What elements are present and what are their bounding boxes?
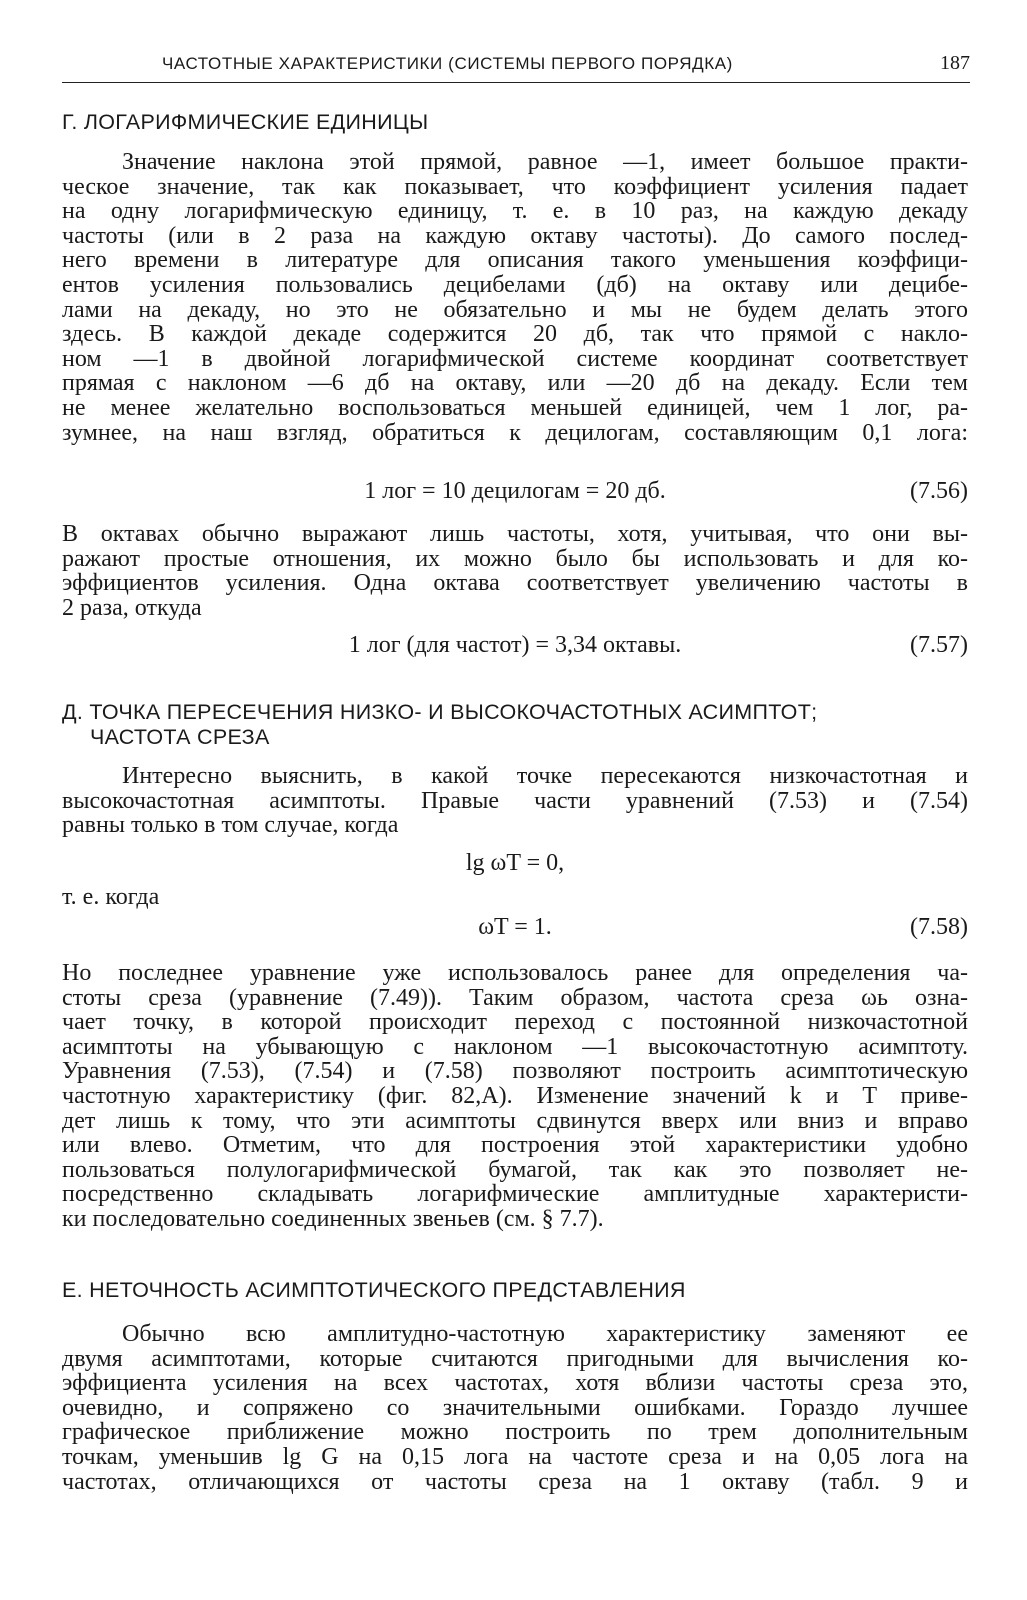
text-line: пользоваться полулогарифмической бумагой, так как это позволяет не- xyxy=(62,1157,968,1183)
text-line: Интересно выяснить, в какой точке пересекаются низкочастотная и xyxy=(122,764,968,789)
text-line: не менее желательно воспользоваться меньшей единицей, чем 1 лог, ра- xyxy=(62,395,968,421)
text-line: графическое приближение можно построить по трем дополнительным xyxy=(62,1420,968,1445)
paragraph-asymptotic-inaccuracy xyxy=(62,1322,968,1494)
text-line: здесь. В каждой декаде содержится 20 дб, так что прямой с накло- xyxy=(62,322,968,347)
page-number: 187 xyxy=(940,52,970,74)
equation-lg-omega-t xyxy=(62,850,968,880)
equation-7-58 xyxy=(62,914,968,944)
text-line: ражают простые отношения, их можно было бы использовать и для ко- xyxy=(62,546,968,572)
text-line: или влево. Отметим, что для построения этой характеристики удобно xyxy=(62,1133,968,1158)
equation-number: (7.58) xyxy=(910,914,968,940)
equation-body: ωT = 1. xyxy=(478,914,552,940)
equation-7-57 xyxy=(62,632,968,662)
equation-number: (7.56) xyxy=(910,478,968,504)
section-heading-d-line1: Д. ТОЧКА ПЕРЕСЕЧЕНИЯ НИЗКО- И ВЫСОКОЧАСТОТНЫХ АСИМПТОТ; xyxy=(62,700,818,724)
text-line: ки последовательно соединенных звеньев (см. § 7.7). xyxy=(62,1206,604,1232)
running-header xyxy=(62,52,970,83)
te-kogda-line xyxy=(62,884,968,914)
paragraph-asymptote-intersection xyxy=(62,764,968,838)
text-line: на одну логарифмическую единицу, т. е. в 10 раз, на каждую декаду xyxy=(62,199,968,224)
section-heading-e: Е. НЕТОЧНОСТЬ АСИМПТОТИЧЕСКОГО ПРЕДСТАВЛЕНИЯ xyxy=(62,1278,686,1302)
running-title: ЧАСТОТНЫЕ ХАРАКТЕРИСТИКИ (СИСТЕМЫ ПЕРВОГО ПОРЯДКА) xyxy=(162,54,733,73)
paragraph-octaves xyxy=(62,522,968,620)
equation-body: 1 лог (для частот) = 3,34 октавы. xyxy=(348,632,682,658)
text-line: стоты среза (уравнение (7.49)). Таким образом, частота среза ωь озна- xyxy=(62,985,968,1011)
text-line: частоты (или в 2 раза на каждую октаву частоты). До самого послед- xyxy=(62,223,968,249)
equation-body: lg ωT = 0, xyxy=(465,850,565,876)
text-line: высокочастотная асимптоты. Правые части уравнений (7.53) и (7.54) xyxy=(62,788,968,814)
equation-body: 1 лог = 10 децилогам = 20 дб. xyxy=(364,478,666,504)
text-line: асимптоты на убывающую с наклоном —1 высокочастотную асимптоту. xyxy=(62,1034,968,1060)
text-line: него времени в литературе для описания такого уменьшения коэффици- xyxy=(62,248,968,273)
equation-number: (7.57) xyxy=(910,632,968,658)
section-heading-g: Г. ЛОГАРИФМИЧЕСКИЕ ЕДИНИЦЫ xyxy=(62,110,429,134)
section-heading-d xyxy=(62,700,817,750)
text-line: ческое значение, так как показывает, что коэффициент усиления падает xyxy=(62,174,968,200)
text-line: Уравнения (7.53), (7.54) и (7.58) позволяют построить асимптотическую xyxy=(62,1059,968,1084)
text-line: Но последнее уравнение уже использовалось ранее для определения ча- xyxy=(62,961,968,986)
text-line: ном —1 в двойной логарифмической системе координат соответствует xyxy=(62,346,968,372)
text-line: равны только в том случае, когда xyxy=(62,813,399,838)
text-line: эффициента усиления на всех частотах, хотя вблизи частоты среза это, xyxy=(62,1371,968,1396)
text-line: эффициентов усиления. Одна октава соответствует увеличению частоты в xyxy=(62,571,968,596)
text-line: двумя асимптотами, которые считаются пригодными для вычисления ко- xyxy=(62,1346,968,1372)
text-line: лами на декаду, но это не обязательно и мы не будем делать этого xyxy=(62,297,968,323)
text-line: частотную характеристику (фиг. 82,А). Изменение значений k и T приве- xyxy=(62,1083,968,1109)
text-line: Обычно всю амплитудно-частотную характеристику заменяют ее xyxy=(122,1322,968,1347)
paragraph-cutoff-frequency xyxy=(62,961,968,1232)
text-line: точкам, уменьшив lg G на 0,15 лога на частоте среза и на 0,05 лога на xyxy=(62,1444,968,1470)
text-line: дет лишь к тому, что эти асимптоты сдвинутся вверх или вниз и вправо xyxy=(62,1108,968,1134)
text-line: очевидно, и сопряжено со значительными ошибками. Гораздо лучшее xyxy=(62,1395,968,1421)
text-line: частотах, отличающихся от частоты среза на 1 октаву (табл. 9 и xyxy=(62,1469,968,1495)
paragraph-log-units xyxy=(62,150,968,445)
text-line: В октавах обычно выражают лишь частоты, хотя, учитывая, что они вы- xyxy=(62,522,968,547)
text-line: посредственно складывать логарифмические амплитудные характеристи- xyxy=(62,1182,968,1207)
text-line: 2 раза, откуда xyxy=(62,595,202,621)
te-kogda-text: т. е. когда xyxy=(62,884,160,910)
text-line: прямая с наклоном —6 дб на октаву, или —20 дб на декаду. Если тем xyxy=(62,371,968,396)
text-line: зумнее, на наш взгляд, обратиться к децилогам, составляющим 0,1 лога: xyxy=(62,420,968,446)
text-line: Значение наклона этой прямой, равное —1, имеет большое практи- xyxy=(122,150,968,175)
text-line: ентов усиления пользовались децибелами (дб) на октаву или децибе- xyxy=(62,272,968,298)
equation-7-56 xyxy=(62,478,968,508)
section-heading-d-line2: ЧАСТОТА СРЕЗА xyxy=(90,725,270,749)
text-line: чает точку, в которой происходит переход с постоянной низкочастотной xyxy=(62,1010,968,1035)
